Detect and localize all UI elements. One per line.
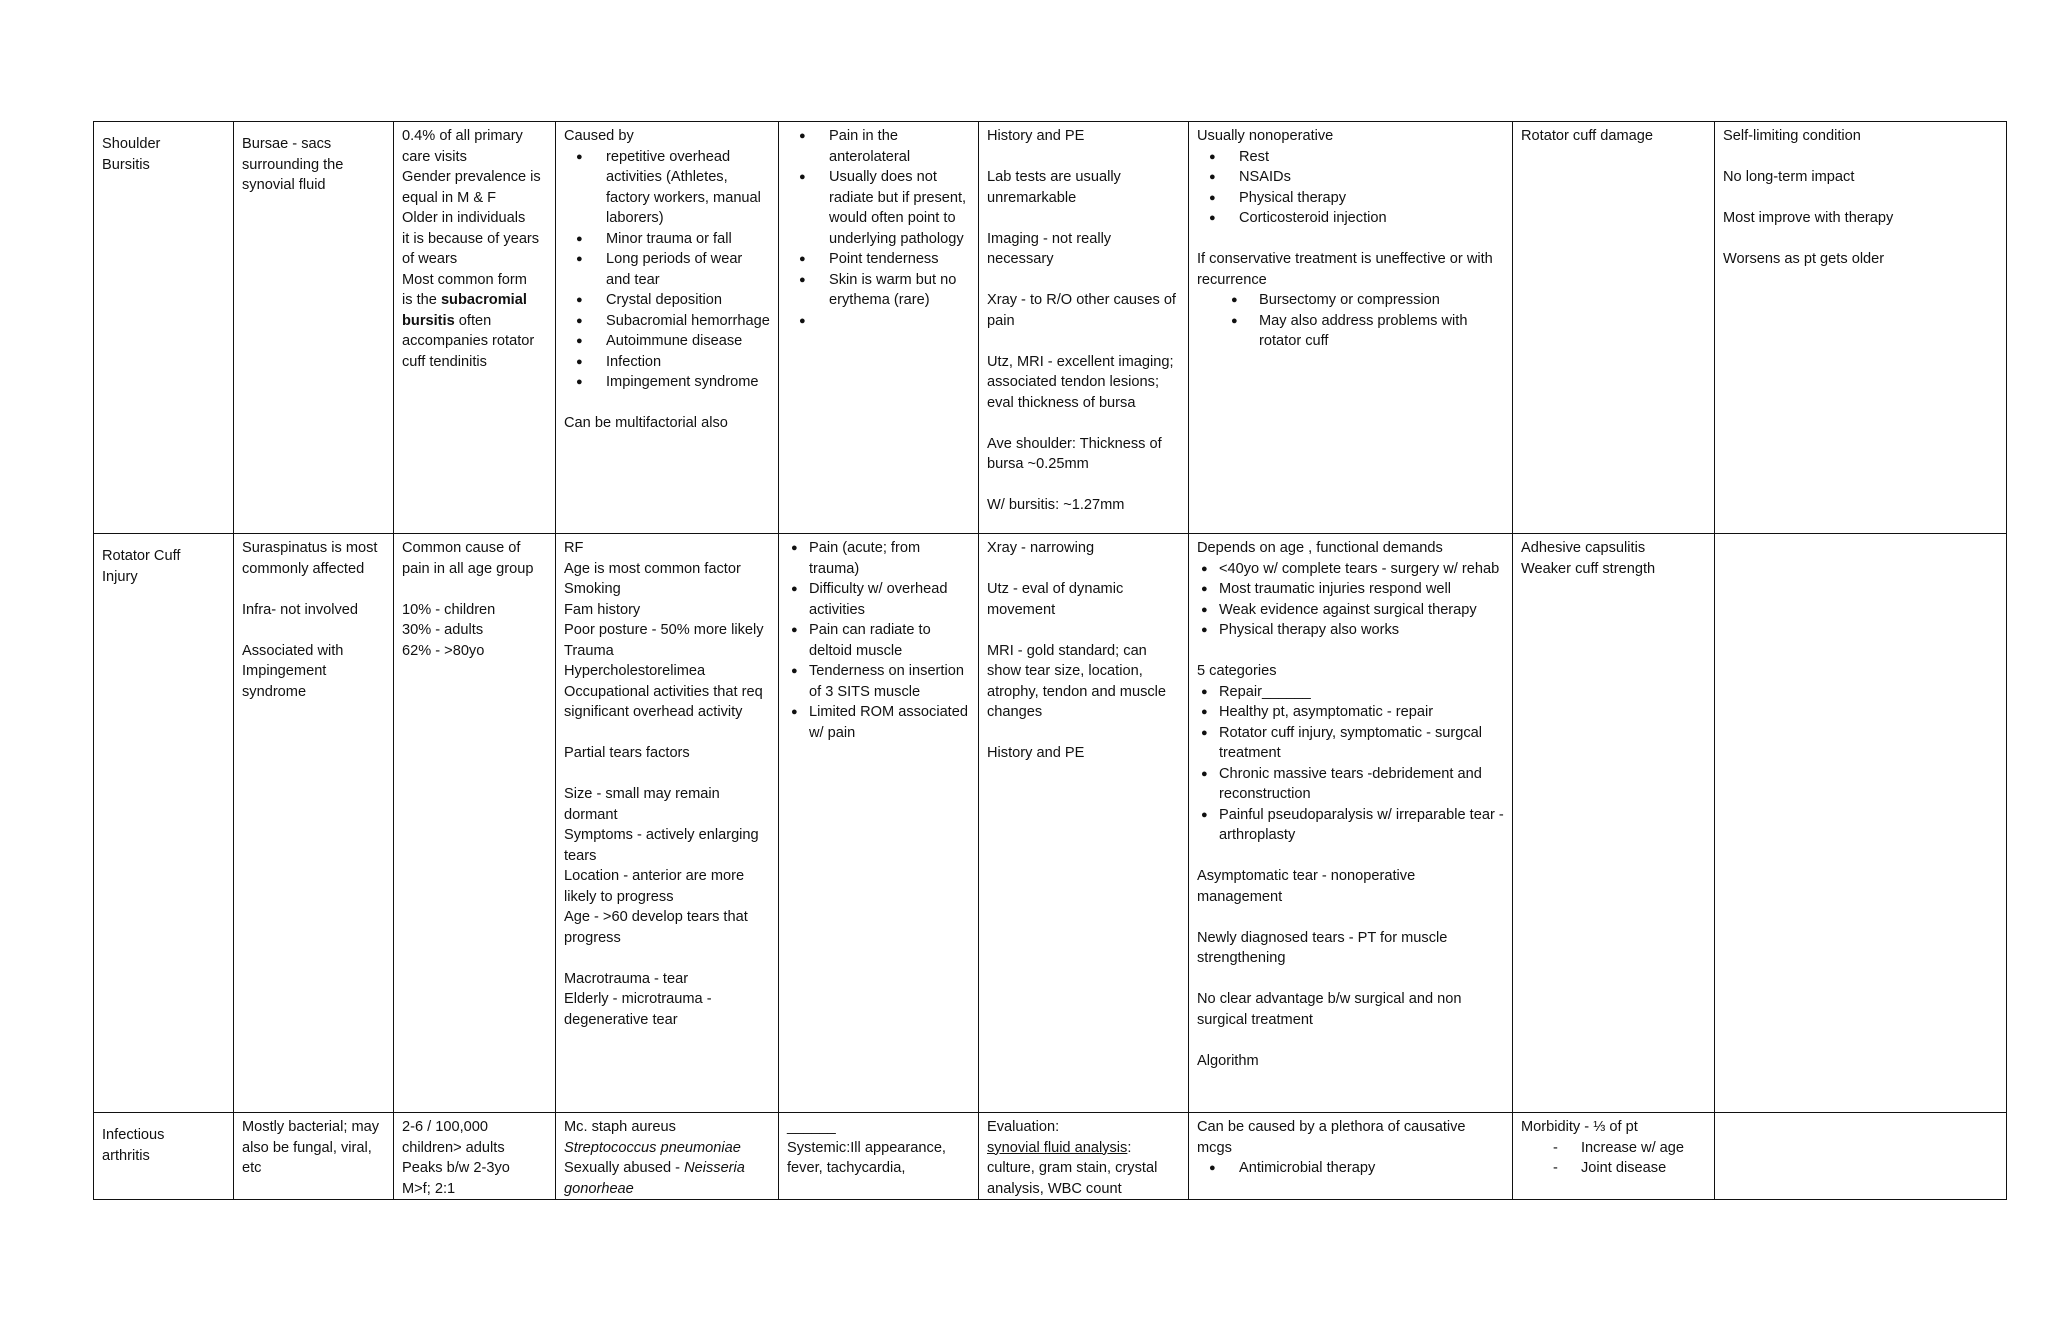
list-item: ● Repair______	[1197, 682, 1504, 703]
cell-line: care visits	[402, 148, 467, 165]
list-item: ● Crystal deposition	[564, 290, 770, 311]
underlined-term: synovial fluid analysis	[987, 1139, 1128, 1156]
list-item: ● repetitive overhead activities (Athletes, factory workers, manual laborers)	[564, 147, 770, 229]
cell-line: cuff tendinitis	[402, 353, 487, 370]
cell-line: Size - small may remain dormant	[564, 786, 720, 823]
spacer	[987, 559, 1180, 580]
cell-line: Depends on age , functional demands	[1197, 540, 1443, 556]
cell-line: 10% - children	[402, 601, 496, 618]
cell-line: Macrotrauma - tear	[564, 970, 689, 987]
bullet-list	[1197, 290, 1504, 352]
cell-line: Xray - narrowing	[987, 540, 1095, 556]
cell-line: Occupational activities that req significant overhead activity	[564, 683, 763, 720]
list-item: ● Antimicrobial therapy	[1197, 1158, 1504, 1179]
list-item: ● Physical therapy	[1197, 188, 1504, 209]
cell-line: Algorithm	[1197, 1052, 1259, 1069]
spacer	[1723, 188, 1998, 209]
cell-line: Rotator cuff damage	[1521, 128, 1653, 144]
bullet-list	[564, 147, 770, 393]
cell-line: surrounding the	[242, 156, 344, 173]
diagnosis-cell	[979, 1113, 1189, 1200]
cell-line: 30% - adults	[402, 622, 484, 638]
cell-line	[987, 1138, 1180, 1159]
cell-line: Usually nonoperative	[1197, 128, 1334, 144]
cell-line: equal in M & F	[402, 189, 497, 206]
cell-line: No clear advantage b/w surgical and non surgical treatment	[1197, 991, 1462, 1028]
spacer	[987, 475, 1180, 496]
cell-line: Common cause of pain in all age group	[402, 540, 534, 577]
cell-line: Ave shoulder: Thickness of bursa ~0.25mm	[987, 435, 1162, 472]
clinical-features-cell	[779, 534, 979, 1113]
condition-cell	[94, 122, 234, 534]
cell-line: Poor posture - 50% more likely	[564, 622, 764, 638]
etiology-cell	[556, 534, 779, 1113]
list-item: ● Bursectomy or compression	[1197, 290, 1504, 311]
list-item: ● Pain can radiate to deltoid muscle	[787, 620, 970, 661]
cell-line: 62% - >80yo	[402, 642, 485, 659]
spacer	[242, 620, 385, 641]
table-row-infectious-arthritis	[94, 1113, 2007, 1200]
epidemiology-cell	[394, 1113, 556, 1200]
treatment-cell	[1189, 122, 1513, 534]
cell-line: of wears	[402, 251, 458, 267]
list-item: ● Pain in the anterolateral	[787, 126, 970, 167]
cell-line: Lab tests are usually unremarkable	[987, 169, 1121, 206]
spacer	[1723, 147, 1998, 168]
list-item: ● Chronic massive tears -debridement and reconstruction	[1197, 764, 1504, 805]
cell-line: Imaging - not really necessary	[987, 230, 1112, 267]
spacer	[1197, 1030, 1504, 1051]
cell-line: If conservative treatment is uneffective or with recurrence	[1197, 251, 1493, 288]
cell-line: Morbidity - ⅓ of pt	[1521, 1119, 1638, 1135]
prognosis-cell	[1715, 534, 2007, 1113]
bullet-list	[1197, 147, 1504, 229]
bold-term: subacromial	[440, 292, 527, 308]
cell-line: Asymptomatic tear - nonoperative management	[1197, 868, 1416, 905]
cell-line: W/ bursitis: ~1.27mm	[987, 497, 1125, 513]
cell-line: Fam history	[564, 601, 641, 618]
spacer	[1197, 641, 1504, 662]
condition-line: Rotator Cuff	[102, 548, 181, 564]
cell-line: Worsens as pt gets older	[1723, 251, 1885, 267]
table-row-shoulder-bursitis	[94, 122, 2007, 534]
list-item: ● Tenderness on insertion of 3 SITS muscle	[787, 661, 970, 702]
list-item: ● <40yo w/ complete tears - surgery w/ rehab	[1197, 559, 1504, 580]
list-item: - Joint disease	[1521, 1158, 1706, 1179]
list-item: ● Most traumatic injuries respond well	[1197, 579, 1504, 600]
list-item: ● Pain (acute; from trauma)	[787, 538, 970, 579]
spacer	[564, 948, 770, 969]
cell-line	[402, 290, 547, 311]
dash-list	[1521, 1138, 1706, 1179]
cell-line: Xray - to R/O other causes of pain	[987, 292, 1176, 329]
spacer	[987, 620, 1180, 641]
condition-line: arthritis	[102, 1147, 150, 1164]
cell-line: History and PE	[987, 128, 1085, 144]
list-item: ● Rest	[1197, 147, 1504, 168]
cell-line: Self-limiting condition	[1723, 128, 1861, 144]
spacer	[402, 579, 547, 600]
cell-line: No long-term impact	[1723, 169, 1855, 185]
clinical-features-cell	[779, 1113, 979, 1200]
list-item: ● Infection	[564, 352, 770, 373]
spacer	[1723, 229, 1998, 250]
prognosis-cell	[1715, 122, 2007, 534]
cell-line: Systemic:Ill appearance, fever, tachycardia,	[787, 1139, 946, 1176]
cell-line: 2-6 / 100,000 children> adults	[402, 1119, 505, 1156]
cell-line: Most common form	[402, 271, 527, 288]
bullet-list	[1197, 1158, 1504, 1179]
list-item: ● Weak evidence against surgical therapy	[1197, 600, 1504, 621]
cell-line: Adhesive capsulitis	[1521, 540, 1646, 556]
spacer	[987, 723, 1180, 744]
cell-line: accompanies rotator	[402, 333, 535, 349]
etiology-cell	[556, 1113, 779, 1200]
text-run: Sexually abused -	[564, 1160, 685, 1176]
spacer	[1197, 846, 1504, 867]
list-item: ● Usually does not radiate but if present, would often point to underlying pathology	[787, 167, 970, 249]
cell-line: Infra- not involved	[242, 601, 359, 618]
cell-line: History and PE	[987, 745, 1085, 761]
condition-cell	[94, 1113, 234, 1200]
condition-cell	[94, 534, 234, 1113]
cell-line: Utz - eval of dynamic movement	[987, 581, 1124, 618]
cell-line: Most improve with therapy	[1723, 210, 1894, 226]
list-item: - Increase w/ age	[1521, 1138, 1706, 1159]
cell-line: Weaker cuff strength	[1521, 560, 1656, 577]
condition-line: Shoulder	[102, 136, 161, 152]
cell-line: culture, gram stain, crystal analysis, WBC count	[987, 1160, 1158, 1197]
complications-cell	[1513, 534, 1715, 1113]
spacer	[1197, 229, 1504, 250]
italic-term: Streptococcus pneumoniae	[564, 1139, 741, 1156]
text-run: :	[1127, 1139, 1132, 1156]
list-item: ● Physical therapy also works	[1197, 620, 1504, 641]
list-item: ● Impingement syndrome	[564, 372, 770, 393]
cell-line: it is because of years	[402, 230, 540, 247]
cell-line	[564, 1138, 770, 1159]
cell-line: RF	[564, 540, 584, 556]
text-run: is the	[402, 292, 441, 308]
list-item: ● Skin is warm but no erythema (rare)	[787, 270, 970, 311]
cell-line: Utz, MRI - excellent imaging; associated tendon lesions; eval thickness of bursa	[987, 353, 1174, 411]
cell-line: Location - anterior are more likely to progress	[564, 868, 745, 905]
list-item: ● NSAIDs	[1197, 167, 1504, 188]
cell-line: Associated with Impingement syndrome	[242, 642, 344, 700]
bold-term: bursitis	[402, 312, 455, 329]
epidemiology-cell	[394, 534, 556, 1113]
cell-line: Newly diagnosed tears - PT for muscle strengthening	[1197, 929, 1448, 966]
list-item: ● May also address problems with rotator cuff	[1197, 311, 1504, 352]
cell-line: Suraspinatus is most commonly affected	[242, 540, 378, 577]
cell-line: Partial tears factors	[564, 745, 690, 761]
cell-line: MRI - gold standard; can show tear size, location, atrophy, tendon and muscle changes	[987, 642, 1167, 720]
epidemiology-cell	[394, 122, 556, 534]
diagnosis-cell	[979, 534, 1189, 1113]
cell-line: ______	[787, 1119, 836, 1135]
spacer	[242, 579, 385, 600]
list-item: ● Long periods of wear and tear	[564, 249, 770, 290]
list-item: ● Point tenderness	[787, 249, 970, 270]
cell-line: Age is most common factor	[564, 560, 741, 577]
table-row-rotator-cuff-injury	[94, 534, 2007, 1113]
spacer	[564, 764, 770, 785]
definition-cell	[234, 534, 394, 1113]
list-item: ● Minor trauma or fall	[564, 229, 770, 250]
list-item: ● Subacromial hemorrhage	[564, 311, 770, 332]
spacer	[1197, 907, 1504, 928]
cell-line: Mc. staph aureus	[564, 1119, 676, 1135]
bullet-list	[1197, 682, 1504, 846]
italic-term: Neisseria gonorheae	[564, 1160, 745, 1197]
cell-line: 0.4% of all primary	[402, 128, 523, 144]
cell-line: 5 categories	[1197, 663, 1277, 679]
treatment-cell	[1189, 534, 1513, 1113]
cell-line: Age - >60 develop tears that progress	[564, 909, 748, 946]
cell-line: Gender prevalence is	[402, 169, 541, 185]
cell-line: Bursae - sacs	[242, 136, 332, 152]
cell-line	[402, 311, 547, 332]
definition-cell	[234, 122, 394, 534]
cell-line: Trauma	[564, 642, 614, 659]
spacer	[987, 208, 1180, 229]
cell-line: M>f; 2:1	[402, 1180, 456, 1197]
condition-line: Injury	[102, 568, 138, 585]
cell-line: synovial fluid	[242, 177, 326, 193]
bullet-list	[787, 538, 970, 743]
cell-line: Hypercholestorelimea	[564, 663, 706, 679]
cell-line: Can be caused by a plethora of causative mcgs	[1197, 1119, 1466, 1156]
list-item	[787, 311, 970, 332]
complications-cell	[1513, 1113, 1715, 1200]
cell-line: Evaluation:	[987, 1119, 1060, 1135]
list-item: ● Rotator cuff injury, symptomatic - surgcal treatment	[1197, 723, 1504, 764]
cell-line: Symptoms - actively enlarging tears	[564, 827, 759, 864]
bullet-list	[1197, 559, 1504, 641]
complications-cell	[1513, 122, 1715, 534]
cell-line: Peaks b/w 2-3yo	[402, 1160, 510, 1176]
prognosis-cell	[1715, 1113, 2007, 1200]
list-item: ● Autoimmune disease	[564, 331, 770, 352]
bullet-list	[787, 126, 970, 331]
spacer	[1197, 969, 1504, 990]
list-item: ● Painful pseudoparalysis w/ irreparable tear - arthroplasty	[1197, 805, 1504, 846]
diagnosis-cell	[979, 122, 1189, 534]
list-item: ● Limited ROM associated w/ pain	[787, 702, 970, 743]
cell-line: Caused by	[564, 128, 634, 144]
spacer	[987, 147, 1180, 168]
cell-line: Mostly bacterial; may also be fungal, viral, etc	[242, 1119, 380, 1176]
list-item: ● Corticosteroid injection	[1197, 208, 1504, 229]
treatment-cell	[1189, 1113, 1513, 1200]
cell-line: Older in individuals	[402, 210, 526, 226]
spacer	[564, 723, 770, 744]
spacer	[987, 413, 1180, 434]
condition-line: Bursitis	[102, 156, 150, 173]
clinical-features-cell	[779, 122, 979, 534]
text-run: often	[454, 312, 492, 329]
cell-line: Smoking	[564, 581, 621, 597]
cell-line: Can be multifactorial also	[564, 415, 728, 431]
conditions-table	[93, 121, 2007, 1200]
list-item: ● Healthy pt, asymptomatic - repair	[1197, 702, 1504, 723]
etiology-cell	[556, 122, 779, 534]
spacer	[564, 393, 770, 414]
spacer	[987, 270, 1180, 291]
condition-line: Infectious	[102, 1127, 165, 1143]
cell-line: Elderly - microtrauma - degenerative tear	[564, 991, 712, 1028]
definition-cell	[234, 1113, 394, 1200]
document-page	[93, 121, 2007, 1200]
list-item: ● Difficulty w/ overhead activities	[787, 579, 970, 620]
cell-line	[564, 1158, 770, 1199]
spacer	[987, 331, 1180, 352]
